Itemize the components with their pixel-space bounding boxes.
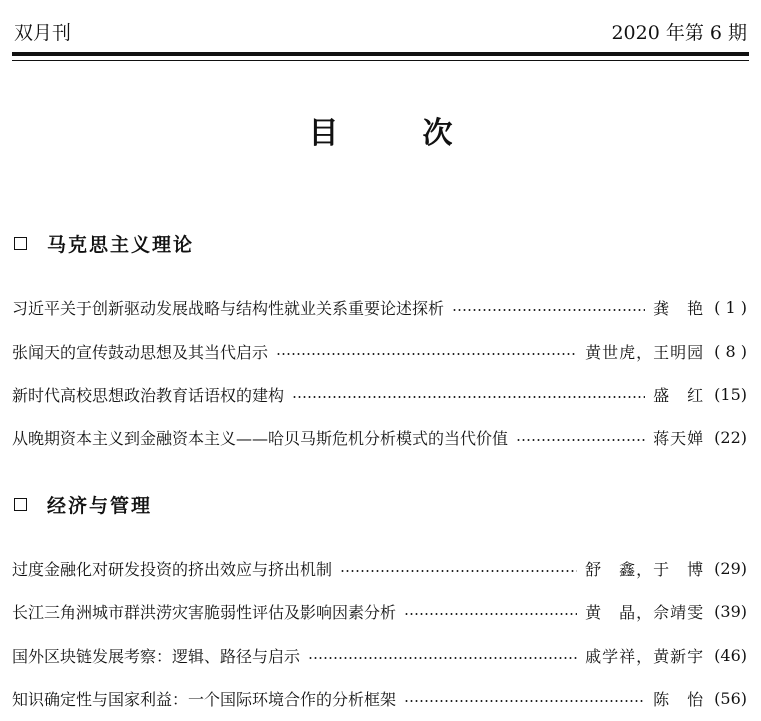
leader-dots [276,353,577,355]
leader-dots [516,439,645,441]
article-page: ( 1 ) [714,297,747,317]
article-title: 从晚期资本主义到金融资本主义——哈贝马斯危机分析模式的当代价值 [12,428,509,448]
toc-entry[interactable] [12,425,747,449]
article-page: (15) [714,384,747,404]
article-title: 过度金融化对研发投资的挤出效应与挤出机制 [12,559,333,579]
section-title: 马克思主义理论 [47,234,195,256]
leader-dots [340,570,577,572]
article-author: 戚学祥，黄新宇 [585,646,705,666]
article-title: 长江三角洲城市群洪涝灾害脆弱性评估及影响因素分析 [12,602,397,622]
leader-dots [292,396,645,398]
article-author: 陈 怡 [653,689,705,709]
toc-entry[interactable] [12,295,747,319]
article-author: 蒋天婵 [653,428,705,448]
article-author: 盛 红 [653,385,705,405]
section-heading-marxism [14,230,194,257]
article-page: (29) [714,558,747,578]
page-title: 目次 [308,116,537,151]
section-title: 经济与管理 [47,495,153,517]
article-title: 新时代高校思想政治教育话语权的建构 [12,385,285,405]
section-checkbox-icon [14,237,27,250]
article-page: (39) [714,601,747,621]
toc-entry[interactable] [12,643,747,667]
article-title: 习近平关于创新驱动发展战略与结构性就业关系重要论述探析 [12,298,445,318]
article-title: 知识确定性与国家利益：一个国际环境合作的分析框架 [12,689,397,709]
article-author: 龚 艳 [653,298,705,318]
section-checkbox-icon [14,498,27,511]
header-rule-thin [12,60,749,61]
toc-entry[interactable] [12,599,747,623]
article-title: 张闻天的宣传鼓动思想及其当代启示 [12,342,269,362]
toc-entry[interactable] [12,556,747,580]
leader-dots [404,613,577,615]
leader-dots [404,700,645,702]
toc-entry[interactable] [12,382,747,406]
toc-entry[interactable] [12,686,747,710]
issue-number: 2020 年第 6 期 [611,21,747,44]
header-rule-thick [12,52,749,56]
article-author: 舒 鑫，于 博 [585,559,705,579]
leader-dots [308,657,577,659]
article-page: ( 8 ) [714,341,747,361]
journal-header [14,16,747,46]
article-author: 黄 晶，佘靖雯 [585,602,705,622]
journal-frequency: 双月刊 [14,21,72,44]
article-page: (46) [714,645,747,665]
article-author: 黄世虎，王明园 [585,342,705,362]
toc-entry[interactable] [12,339,747,363]
article-page: (22) [714,427,747,447]
section-heading-economics [14,491,152,518]
article-title: 国外区块链发展考察：逻辑、路径与启示 [12,646,301,666]
article-page: (56) [714,688,747,708]
leader-dots [452,309,645,311]
